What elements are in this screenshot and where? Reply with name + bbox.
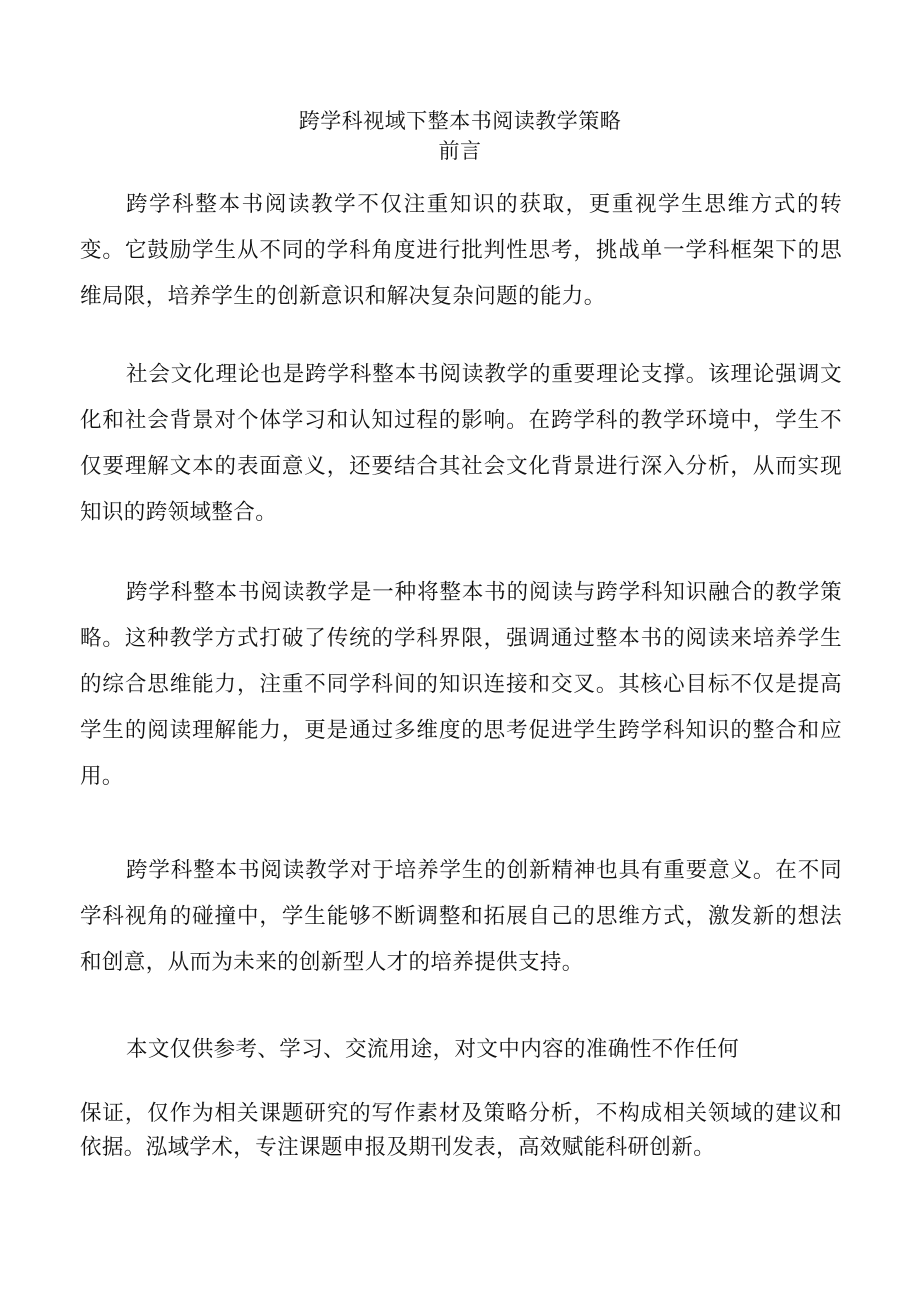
paragraph-2: 社会文化理论也是跨学科整本书阅读教学的重要理论支撑。该理论强调文化和社会背景对个体学习和认知过程的影响。在跨学科的教学环境中，学生不仅要理解文本的表面意义，还要结合其社会文化背景进行深入分析，从而实现知识的跨领域整合。 [80,362,842,525]
title-block [0,106,920,166]
paragraph-1: 跨学科整本书阅读教学不仅注重知识的获取，更重视学生思维方式的转变。它鼓励学生从不同的学科角度进行批判性思考，挑战单一学科框架下的思维局限，培养学生的创新意识和解决复杂问题的能力。 [80,192,842,309]
disclaimer-line-1: 本文仅供参考、学习、交流用途，对文中内容的准确性不作任何 [126,1037,740,1062]
paragraph-4: 跨学科整本书阅读教学对于培养学生的创新精神也具有重要意义。在不同学科视角的碰撞中，学生能够不断调整和拓展自己的思维方式，激发新的想法和创意，从而为未来的创新型人才的培养提供支持。 [80,858,842,975]
disclaimer-line-2: 保证，仅作为相关课题研究的写作素材及策略分析，不构成相关领域的建议和依据。泓域学术，专注课题申报及期刊发表，高效赋能科研创新。 [80,1101,842,1160]
section-heading: 前言 [438,139,482,163]
paragraph-3: 跨学科整本书阅读教学是一种将整本书的阅读与跨学科知识融合的教学策略。这种教学方式打破了传统的学科界限，强调通过整本书的阅读来培养学生的综合思维能力，注重不同学科间的知识连接和交叉。其核心目标不仅是提高学生的阅读理解能力，更是通过多维度的思考促进学生跨学科知识的整合和应用。 [80,580,842,789]
document-title: 跨学科视域下整本书阅读教学策略 [298,109,622,133]
